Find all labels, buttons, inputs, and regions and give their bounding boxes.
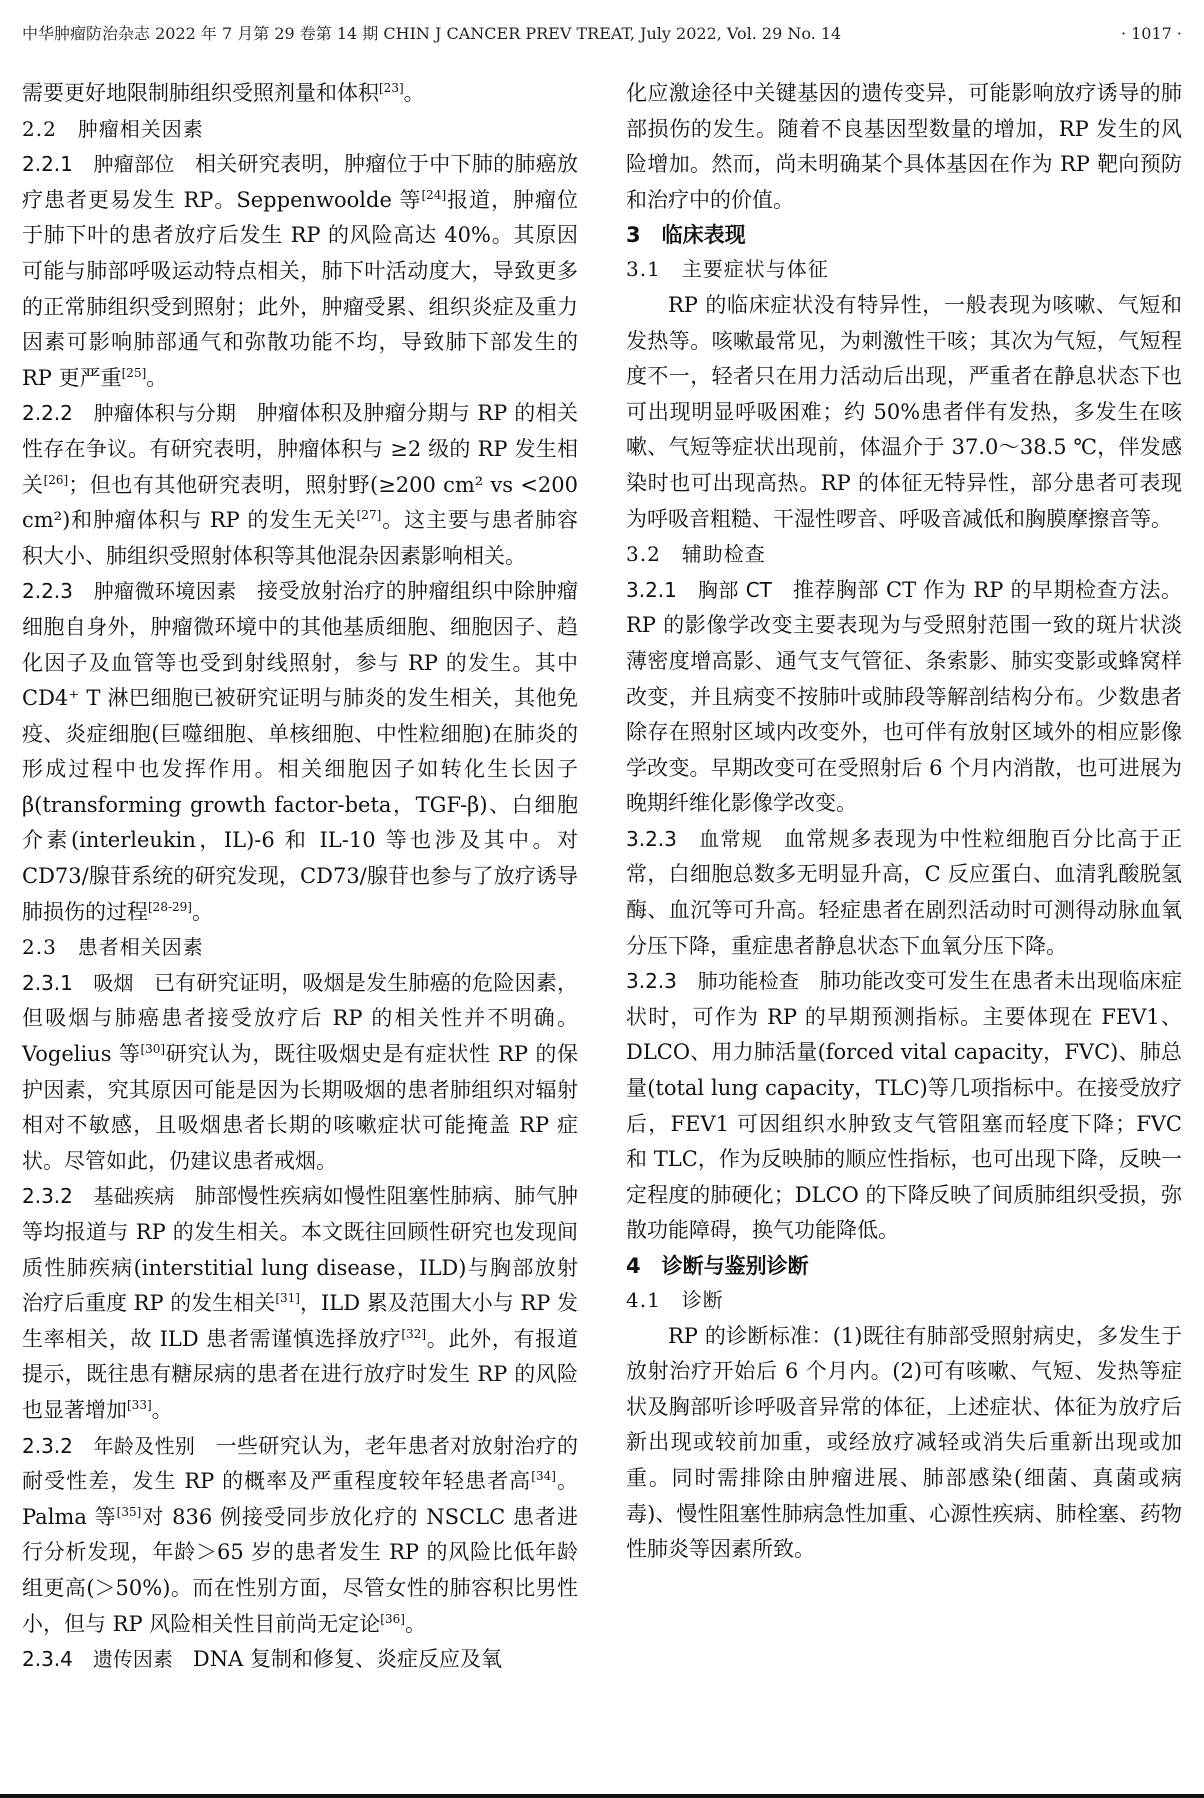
paragraph-text: 相关研究表明，肿瘤位于中下肺的肺癌放疗患者更易发生 RP。Seppenwoolde 等	[22, 152, 579, 212]
paragraph	[22, 966, 578, 1180]
paragraph	[626, 76, 1182, 218]
paragraph-heading: 2.3.2 年龄及性别	[22, 1433, 216, 1458]
paragraph-text: DNA 复制和修复、炎症反应及氧	[192, 1647, 502, 1672]
paragraph-text: 需要更好地限制肺组织受照剂量和体积	[22, 81, 379, 105]
paragraph-text: 。Palma 等	[22, 1469, 579, 1529]
paragraph-text: ，ILD 累及范围大小与 RP 发生率相关，故 ILD 患者需谨慎选择放疗	[22, 1291, 579, 1351]
paragraph-text: ；但也有其他研究表明，照射野(≥200 cm² vs <200 cm²)和肿瘤体积与 RP 的发生无关	[22, 472, 578, 533]
running-header	[22, 20, 1182, 48]
paragraph-heading: 2.2.3 肿瘤微环境因素	[22, 579, 258, 604]
subsection-heading: 3.1 主要症状与体征	[626, 257, 829, 282]
subsection-heading: 3.2 辅助检查	[626, 542, 766, 567]
paragraph-text: 肺功能改变可发生在患者未出现临床症状时，可作为 RP 的早期预测指标。主要体现在 FEV1、DLCO、用力肺活量(forced vital capacity，FVC)、肺总量(total lung capacity，TLC)等几项指标中。在接受放疗后，FEV1 可因组织水肿致支气管阻塞而轻度下降；FVC 和 TLC，作为反映肺的顺应性指标，也可出现下降，反映一定程度的肺硬化；DLCO 的下降反映了间质肺组织受损，弥散功能障碍，换气功能降低。	[626, 969, 1182, 1243]
paragraph	[626, 1319, 1182, 1568]
paragraph	[22, 1179, 578, 1428]
paragraph-text: 报道，肿瘤位于肺下叶的患者放疗后发生 RP 的风险高达 40%。其原因可能与肺部呼吸运动特点相关，肺下叶活动度大，导致更多的正常肺组织受到照射；此外，肿瘤受累、组织炎症及重力因素可影响肺部通气和弥散功能不均，导致肺下部发生的 RP 更严重	[22, 187, 578, 390]
paragraph	[22, 1429, 578, 1643]
paragraph-heading: 2.3.4 遗传因素	[22, 1647, 193, 1672]
paragraph	[626, 822, 1182, 964]
paragraph	[22, 147, 578, 396]
citation-ref: [36]	[380, 1611, 405, 1626]
paragraph	[626, 964, 1182, 1249]
paragraph	[22, 396, 578, 574]
paragraph-heading: 3.2.1 胸部 CT	[626, 577, 793, 602]
subsection-heading: 2.2 肿瘤相关因素	[22, 116, 204, 141]
citation-ref: [23]	[379, 81, 404, 95]
section-heading: 4 诊断与鉴别诊断	[626, 1254, 809, 1278]
left-column	[22, 76, 578, 1678]
bottom-rule	[0, 1794, 1204, 1798]
page-number: · 1017 ·	[1120, 24, 1182, 43]
citation-ref: [24]	[421, 187, 447, 202]
paragraph-text: 肺部慢性疾病如慢性阻塞性肺病、肺气肿等均报道与 RP 的发生相关。本文既往回顾性研究也发现间质性肺疾病(interstitial lung disease，ILD)与胸部放射治疗后重度 RP 的发生相关	[22, 1184, 579, 1316]
paragraph-text: 。	[151, 1397, 173, 1422]
citation-ref: [34]	[531, 1469, 556, 1484]
journal-citation: 中华肿瘤防治杂志 2022 年 7 月第 29 卷第 14 期 CHIN J CANCER PREV TREAT, July 2022, Vol. 29 No. 14	[22, 24, 842, 43]
citation-ref: [35]	[116, 1504, 142, 1519]
paragraph-text: 化应激途径中关键基因的遗传变异，可能影响放疗诱导的肺部损伤的发生。随着不良基因型数量的增加，RP 发生的风险增加。然而，尚未明确某个具体基因在作为 RP 靶向预防和治疗中的价值。	[626, 81, 1182, 212]
paragraph-text: 血常规多表现为中性粒细胞百分比高于正常，白细胞总数多无明显升高，C 反应蛋白、血清乳酸脱氢酶、血沉等可升高。轻症患者在剧烈活动时可测得动脉血氧分压下降，重症患者静息状态下血氧分压下降。	[626, 826, 1183, 958]
paragraph-text: RP 的临床症状没有特异性，一般表现为咳嗽、气短和发热等。咳嗽最常见，为刺激性干咳；其次为气短，气短程度不一，轻者只在用力活动后出现，严重者在静息状态下也可出现明显呼吸困难；约 50%患者伴有发热，多发生在咳嗽、气短等症状出现前，体温介于 37.0～38.5 ℃，伴发感染时也可出现高热。RP 的体征无特异性，部分患者可表现为呼吸音粗糙、干湿性啰音、呼吸音减低和胸膜摩擦音等。	[626, 292, 1182, 531]
paragraph	[22, 574, 578, 930]
citation-ref: [25]	[121, 365, 147, 380]
paragraph	[626, 288, 1182, 537]
paragraph-text: RP 的诊断标准：(1)既往有肺部受照射病史，多发生于放射治疗开始后 6 个月内。(2)可有咳嗽、气短、发热等症状及胸部听诊呼吸音异常的体征，上述症状、体征为放疗后新出现或较前加重，或经放疗减轻或消失后重新出现或加重。同时需排除由肿瘤进展、肺部感染(细菌、真菌或病毒)、慢性阻塞性肺病急性加重、心源性疾病、肺栓塞、药物性肺炎等因素所致。	[626, 1323, 1182, 1562]
paragraph-text: 接受放射治疗的肿瘤组织中除肿瘤细胞自身外，肿瘤微环境中的其他基质细胞、细胞因子、趋化因子及血管等也受到射线照射，参与 RP 的发生。其中 CD4⁺ T 淋巴细胞已被研究证明与肺炎的发生相关，其他免疫、炎症细胞(巨噬细胞、单核细胞、中性粒细胞)在肺炎的形成过程中也发挥作用。相关细胞因子如转化生长因子 β(transforming growth factor-beta，TGF-β)、白细胞介素(interleukin，IL)-6 和 IL-10 等也涉及其中。对 CD73/腺苷系统的研究发现，CD73/腺苷也参与了放疗诱导肺损伤的过程	[22, 579, 579, 924]
paragraph	[22, 1642, 578, 1678]
paragraph-text: 已有研究证明，吸烟是发生肺癌的危险因素，但吸烟与肺癌患者接受放疗后 RP 的相关性并不明确。Vogelius 等	[22, 970, 578, 1067]
paragraph-heading: 2.3.2 基础疾病	[22, 1184, 195, 1209]
paragraph-text: 推荐胸部 CT 作为 RP 的早期检查方法。RP 的影像学改变主要表现为与受照射范围一致的斑片状淡薄密度增高影、通气支气管征、条索影、肺实变影或蜂窝样改变，并且病变不按肺叶或肺段等解剖结构分布。少数患者除存在照射区域内改变外，也可伴有放射区域外的相应影像学改变。早期改变可在受照射后 6 个月内消散，也可进展为晚期纤维化影像学改变。	[626, 577, 1182, 816]
citation-ref: [27]	[356, 508, 382, 523]
paragraph-heading: 3.2.3 肺功能检查	[626, 969, 820, 994]
paragraph-text: 。此外，有报道提示，既往患有糖尿病的患者在进行放疗时发生 RP 的风险也显著增加	[22, 1326, 578, 1422]
citation-ref: [26]	[43, 472, 69, 487]
citation-ref: [28-29]	[148, 899, 192, 914]
paragraph-text: 。	[191, 899, 213, 924]
paragraph-text: 。这主要与患者肺容积大小、肺组织受照射体积等其他混杂因素影响相关。	[22, 508, 579, 568]
citation-ref: [31]	[275, 1291, 300, 1306]
paragraph-heading: 2.2.1 肿瘤部位	[22, 152, 195, 177]
subsection-heading: 4.1 诊断	[626, 1288, 724, 1312]
section-heading: 3 临床表现	[626, 223, 746, 248]
paragraph-text: 研究认为，既往吸烟史是有症状性 RP 的保护因素，究其原因可能是因为长期吸烟的患者肺组织对辐射相对不敏感，且吸烟患者长期的咳嗽症状可能掩盖 RP 症状。尽管如此，仍建议患者戒烟。	[22, 1042, 578, 1173]
paragraph-text: 。	[403, 81, 425, 105]
subsection-heading: 2.3 患者相关因素	[22, 935, 204, 960]
paragraph-heading: 2.2.2 肿瘤体积与分期	[22, 401, 257, 426]
paragraph-text: 对 836 例接受同步放化疗的 NSCLC 患者进行分析发现，年龄＞65 岁的患者发生 RP 的风险比低年龄组更高(＞50%)。而在性别方面，尽管女性的肺容积比男性小，但与 RP 风险相关性目前尚无定论	[22, 1504, 579, 1636]
paragraph-heading: 2.3.1 吸烟	[22, 970, 154, 995]
paragraph-text: 。	[404, 1611, 426, 1636]
paragraph-text: 。	[146, 365, 168, 390]
citation-ref: [30]	[140, 1042, 166, 1057]
right-column	[626, 76, 1182, 1568]
citation-ref: [32]	[401, 1326, 427, 1341]
paragraph	[626, 573, 1182, 822]
paragraph	[22, 76, 578, 112]
paragraph-heading: 3.2.3 血常规	[626, 826, 784, 851]
citation-ref: [33]	[127, 1397, 152, 1412]
paragraph-text: 一些研究认为，老年患者对放射治疗的耐受性差，发生 RP 的概率及严重程度较年轻患者高	[22, 1433, 578, 1494]
paragraph-text: 肿瘤体积及肿瘤分期与 RP 的相关性存在争议。有研究表明，肿瘤体积与 ≥2 级的 RP 发生相关	[22, 401, 578, 497]
